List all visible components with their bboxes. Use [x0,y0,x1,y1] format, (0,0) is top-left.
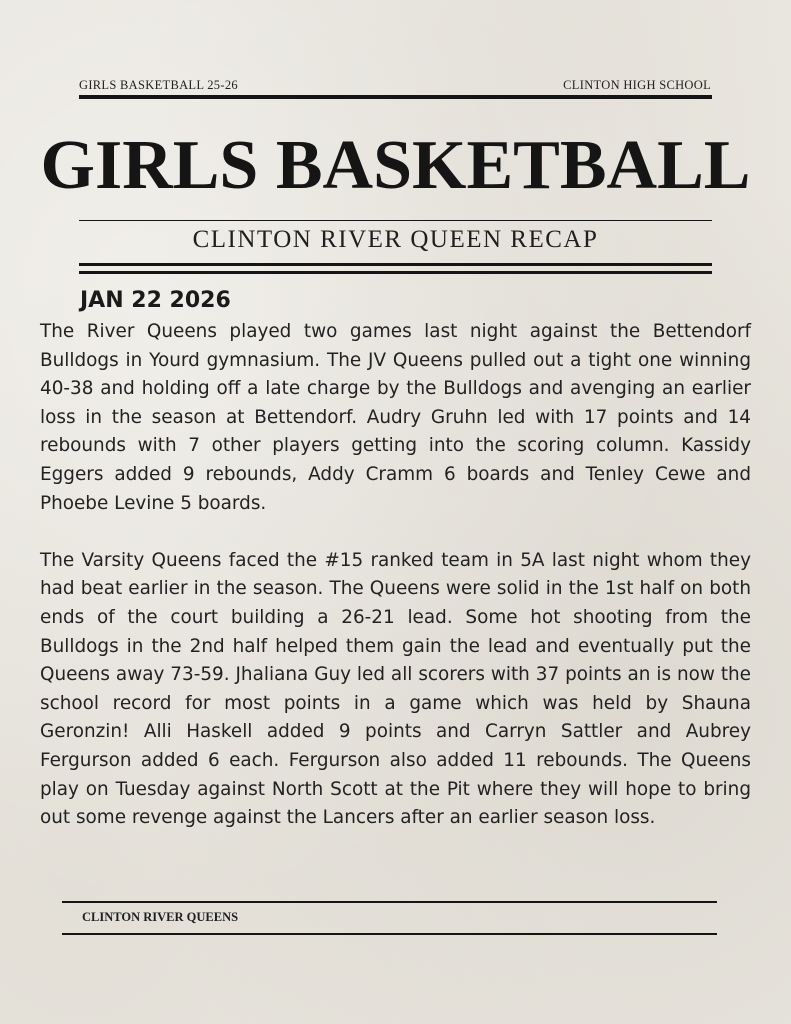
footer-label: CLINTON RIVER QUEENS [82,910,239,924]
article-body [40,318,751,861]
article-date: JAN 22 2026 [80,288,231,313]
footer-rule-bottom [62,933,717,935]
article-paragraph-varsity: The Varsity Queens faced the #15 ranked team in 5A last night whom they had beat earlier in the season. The Queens were solid in the 1st half on both ends of the court building a 26-21 lead. Some hot shooting from the Bulldogs in the 2nd half helped them gain the lead and eventually put the Queens away 73-59. Jhaliana Guy led all scorers with 37 points an is now the school record for most points in a game which was held by Shauna Geronzin! Alli Haskell added 9 points and Carryn Sattler and Aubrey Fergurson added 6 each. Fergurson also added 11 rebounds. The Queens play on Tuesday against North Scott at the Pit where they will hope to bring out some revenge against the Lancers after an earlier season loss. [40,549,751,829]
footer-rule-top [62,901,717,903]
masthead-subtitle: CLINTON RIVER QUEEN RECAP [192,226,599,253]
masthead-title: GIRLS BASKETBALL [40,127,751,204]
subtitle-rule-lower [79,271,712,274]
header-rule [79,95,712,99]
header-right-label: CLINTON HIGH SCHOOL [563,78,711,92]
masthead-thin-rule [79,220,712,221]
subtitle-rule-upper [79,263,712,266]
article-paragraph-jv: The River Queens played two games last night against the Bettendorf Bulldogs in Yourd gymnasium. The JV Queens pulled out a tight one winning 40-38 and holding off a late charge by the Bulldogs and avenging an earlier loss in the season at Bettendorf. Audry Gruhn led with 17 points and 14 rebounds with 7 other players getting into the scoring column. Kassidy Eggers added 9 rebounds, Addy Cramm 6 boards and Tenley Cewe and Phoebe Levine 5 boards. [40,321,751,514]
header-left-label: GIRLS BASKETBALL 25-26 [79,78,238,92]
